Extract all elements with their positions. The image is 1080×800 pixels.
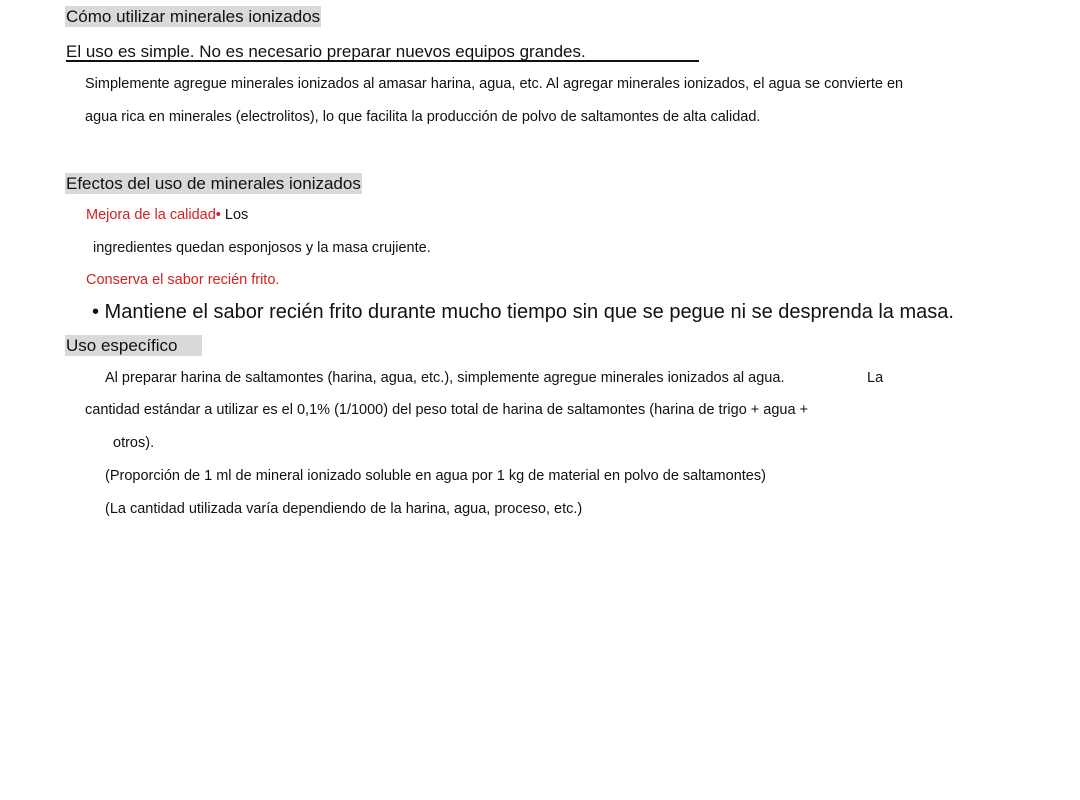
section-heading-effects: Efectos del uso de minerales ionizados <box>66 174 361 193</box>
section-heading-how-to-use: Cómo utilizar minerales ionizados <box>66 7 321 26</box>
effect-quality-tail: Los <box>220 207 249 223</box>
section-heading-specific-use: Uso específico <box>65 335 202 356</box>
effect-quality-line <box>86 208 248 223</box>
effect-flavor-description: • Mantiene el sabor recién frito durante mucho tiempo sin que se pegue ni se desprenda la masa. <box>92 301 954 323</box>
effect-flavor-title: Conserva el sabor recién frito. <box>86 272 280 288</box>
effect-quality-title: Mejora de la calidad <box>86 207 216 223</box>
specific-use-line-1-tail: La <box>867 370 884 386</box>
subtitle-underline <box>66 60 699 62</box>
bullet-icon: • <box>215 207 221 223</box>
specific-use-line-3: otros). <box>113 435 155 451</box>
usage-subtitle: El uso es simple. No es necesario preparar nuevos equipos grandes. <box>66 42 586 61</box>
specific-use-line-1: Al preparar harina de saltamontes (harina, agua, etc.), simplemente agregue minerales ionizados al agua. <box>105 370 785 386</box>
variation-note: (La cantidad utilizada varía dependiendo de la harina, agua, proceso, etc.) <box>105 501 583 517</box>
intro-paragraph-line-2: agua rica en minerales (electrolitos), lo que facilita la producción de polvo de saltamontes de alta calidad. <box>85 109 761 125</box>
proportion-note: (Proporción de 1 ml de mineral ionizado soluble en agua por 1 kg de material en polvo de saltamontes) <box>105 468 766 484</box>
effect-quality-description: ingredientes quedan esponjosos y la masa crujiente. <box>93 240 431 256</box>
intro-paragraph-line-1: Simplemente agregue minerales ionizados al amasar harina, agua, etc. Al agregar minerales ionizados, el agua se convierte en <box>85 76 904 92</box>
specific-use-line-2: cantidad estándar a utilizar es el 0,1% (1/1000) del peso total de harina de saltamontes (harina de trigo + agua + <box>85 402 809 418</box>
